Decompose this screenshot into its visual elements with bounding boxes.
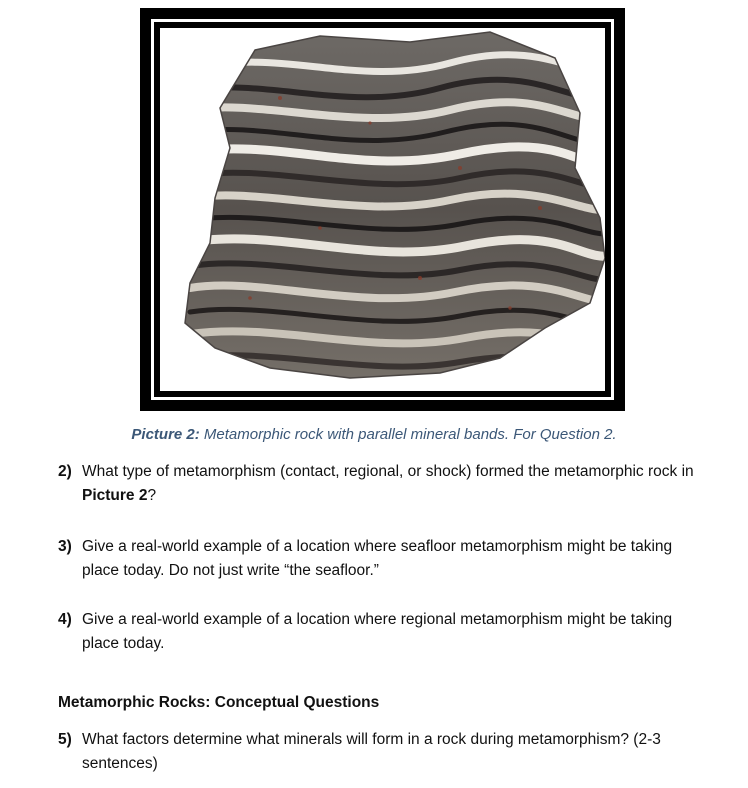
caption-text: Metamorphic rock with parallel mineral bands. For Question 2. [199,426,617,443]
section-heading: Metamorphic Rocks: Conceptual Questions [58,694,380,711]
question-text: Give a real-world example of a location where regional metamorphism might be taking place today. [82,611,673,652]
question-number: 4) [58,611,72,628]
question-text: What factors determine what minerals will form in a rock during metamorphism? (2-3 sentences) [82,731,661,772]
question-number: 5) [58,731,72,748]
figure-frame [140,8,625,411]
picture-reference: Picture 2 [82,487,148,504]
figure-caption [0,426,748,443]
question-number: 2) [58,463,72,480]
question-3 [58,535,698,583]
question-text-end: ? [147,487,157,504]
question-5 [58,728,698,776]
question-number: 3) [58,538,72,555]
rock-photo [160,28,605,391]
question-4 [58,608,698,656]
question-text [82,460,698,508]
banded-rock-image [160,28,605,391]
question-2 [58,460,698,508]
question-text: Give a real-world example of a location where seafloor metamorphism might be taking place today. Do not just write “the seafloor.” [82,538,673,579]
caption-label: Picture 2: [131,426,200,443]
question-text-part: What type of metamorphism (contact, regional, or shock) formed the metamorphic rock in [82,463,694,480]
